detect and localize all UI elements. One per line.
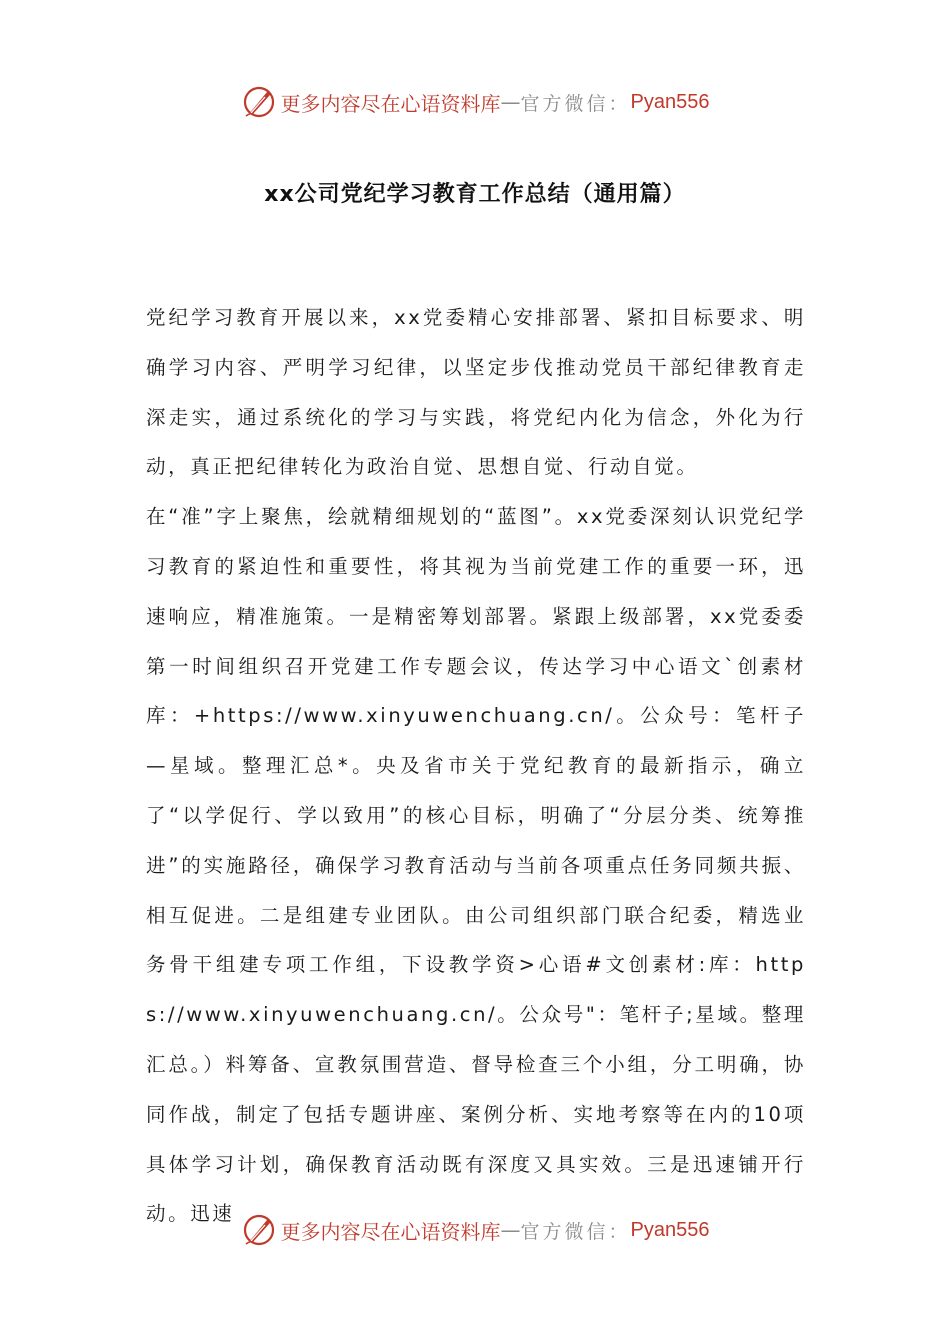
banner-dash: — [500,90,521,114]
document-title: xx公司党纪学习教育工作总结（通用篇） [264,182,686,207]
banner-dash: — [500,1218,521,1242]
banner-label: 官方微信： [520,92,631,115]
paragraph: 在“准”字上聚焦，绘就精细规划的“蓝图”。xx党委深刻认识党纪学习教育的紧迫性和重要性，将其视为当前党建工作的重要一环，迅速响应，精准施策。一是精密筹划部署。紧跟上级部署，xx党委委第一时间组织召开党建工作专题会议，传达学习中心语文`创素材库：+https://www.xinyuwenchuang.cn/。公众号：笔杆子—星域。整理汇总*。央及省市关于党纪教育的最新指示，确立了“以学促行、学以致用”的核心目标，明确了“分层分类、统筹推进”的实施路径，确保学习教育活动与当前各项重点任务同频共振、相互促进。二是组建专业团队。由公司组织部门联合纪委，精选业务骨干组建专项工作组，下设教学资>心语#文创素材:库：https://www.xinyuwenchuang.cn/。公众号"：笔杆子;星域。整理汇总。）料筹备、宣教氛围营造、督导检查三个小组，分工明确，协同作战，制定了包括专题讲座、案例分析、实地考察等在内的10项具体学习计划，确保教育活动既有深度又具实效。三是迅速铺开行动。迅速 [146,505,806,1226]
banner-wechat-id: Pyan556 [630,1218,710,1241]
banner-main-text: 更多内容尽在心语资料库 [280,91,501,116]
banner-label: 官方微信： [520,1220,631,1243]
banner-wechat-id: Pyan556 [630,90,710,113]
footer-banner [0,1210,950,1250]
header-banner [0,82,950,122]
quill-logo-icon [241,84,277,120]
document-body [146,293,806,1239]
quill-logo-icon [241,1212,277,1248]
paragraph: 党纪学习教育开展以来，xx党委精心安排部署、紧扣目标要求、明确学习内容、严明学习纪律，以坚定步伐推动党员干部纪律教育走深走实，通过系统化的学习与实践，将党纪内化为信念，外化为行动，真正把纪律转化为政治自觉、思想自觉、行动自觉。 [146,306,806,479]
banner-main-text: 更多内容尽在心语资料库 [280,1219,501,1244]
